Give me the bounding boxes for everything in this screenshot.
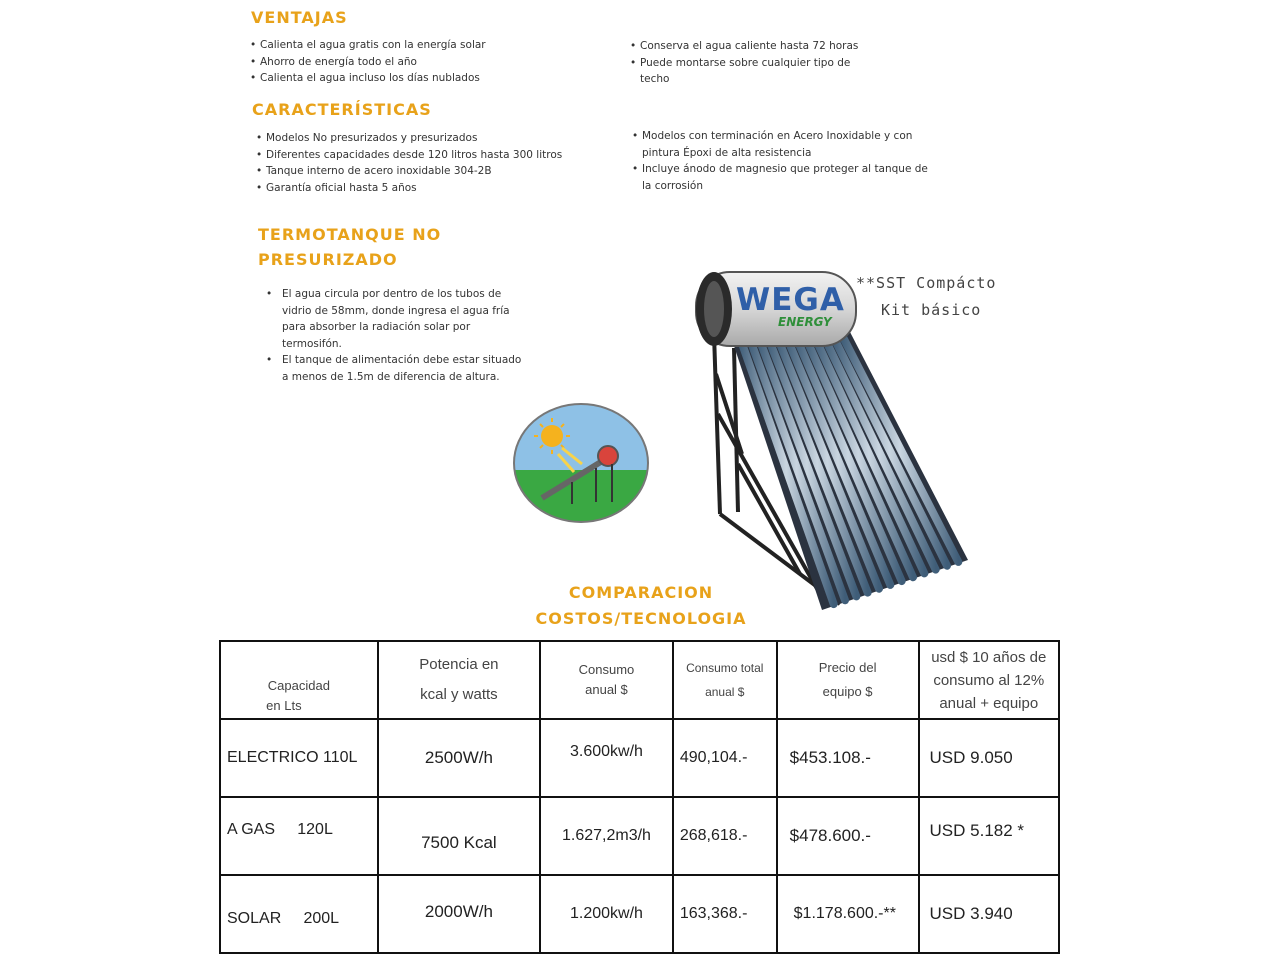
caracteristicas-list-right (632, 128, 932, 194)
ventajas-list-right (630, 38, 870, 88)
column-header-potencia (378, 641, 540, 719)
termotanque-heading-line1: TERMOTANQUE NO (258, 225, 442, 244)
table-cell: USD 5.182 * (919, 797, 1059, 875)
list-item: • Calienta el agua incluso los días nublados (250, 70, 590, 87)
list-item: • Puede montarse sobre cualquier tipo de techo (630, 55, 870, 88)
brand-logo: WEGA (736, 282, 845, 318)
table-cell: 1.627,2m3/h (540, 797, 673, 875)
ventajas-list-left (250, 37, 590, 87)
table-cell: 1.200kw/h (540, 875, 673, 953)
table-cell: ELECTRICO 110L (220, 719, 378, 797)
column-header-consumo-anual (540, 641, 673, 719)
comparison-table (219, 640, 1060, 954)
table-header-row (220, 641, 1059, 719)
header-line: Potencia en (419, 656, 499, 673)
ventajas-heading: VENTAJAS (251, 8, 348, 27)
header-line: Consumo total (686, 661, 764, 675)
table-cell: USD 9.050 (919, 719, 1059, 797)
list-item: • El agua circula por dentro de los tubos de vidrio de 58mm, donde ingresa el agua fría para absorber la radiación solar por termosifón. (266, 286, 530, 352)
list-item: • Modelos con terminación en Acero Inoxidable y con pintura Époxi de alta resistencia (632, 128, 932, 161)
header-line: anual $ (585, 682, 628, 697)
table-row (220, 797, 1059, 875)
header-line: consumo al 12% (933, 671, 1045, 689)
termotanque-heading-line2: PRESURIZADO (258, 250, 398, 269)
table-cell: A GAS 120L (220, 797, 378, 875)
list-item: • El tanque de alimentación debe estar situado a menos de 1.5m de diferencia de altura. (266, 352, 530, 385)
header-line: en Lts (266, 698, 302, 713)
column-header-precio (777, 641, 919, 719)
termotanque-list (266, 286, 530, 385)
table-cell: USD 3.940 (919, 875, 1059, 953)
caracteristicas-heading: CARACTERÍSTICAS (252, 100, 432, 119)
header-line: Precio del (818, 660, 877, 675)
header-line: equipo $ (822, 684, 873, 699)
header-line: usd $ 10 años de (931, 648, 1047, 666)
table-cell: 2000W/h (378, 875, 540, 953)
termotanque-heading (258, 222, 441, 272)
table-cell: 2500W/h (378, 719, 540, 797)
product-caption-2: Kit básico (881, 301, 982, 319)
header-line: anual $ (705, 685, 745, 699)
product-caption-1: **SST Compácto (856, 274, 997, 292)
table-cell: 7500 Kcal (378, 797, 540, 875)
list-item: • Garantía oficial hasta 5 años (256, 180, 616, 197)
table-cell: $1.178.600.-** (777, 875, 919, 953)
list-item: • Tanque interno de acero inoxidable 304-2B (256, 163, 616, 180)
vacuum-tubes (730, 332, 968, 610)
list-item: • Ahorro de energía todo el año (250, 54, 590, 71)
caracteristicas-list-left (256, 130, 616, 196)
column-header-usd-10-anos (919, 641, 1059, 719)
list-item: • Diferentes capacidades desde 120 litros hasta 300 litros (256, 147, 616, 164)
list-item: • Calienta el agua gratis con la energía solar (250, 37, 590, 54)
header-line: kcal y watts (420, 686, 498, 703)
list-item: • Conserva el agua caliente hasta 72 horas (630, 38, 870, 55)
brand-sub: ENERGY (778, 315, 832, 329)
table-cell: 268,618.- (673, 797, 777, 875)
column-header-consumo-total (673, 641, 777, 719)
list-item: • Incluye ánodo de magnesio que proteger al tanque de la corrosión (632, 161, 932, 194)
table-cell: 490,104.- (673, 719, 777, 797)
table-cell: 163,368.- (673, 875, 777, 953)
comparacion-heading (528, 580, 754, 632)
header-line: Consumo (578, 662, 635, 677)
comparacion-heading-line2: COSTOS/TECNOLOGIA (535, 609, 747, 628)
column-header-capacidad (220, 641, 378, 719)
header-line: Capacidad (267, 678, 330, 693)
table-cell: $453.108.- (777, 719, 919, 797)
table-cell: $478.600.- (777, 797, 919, 875)
header-line: anual + equipo (939, 694, 1039, 712)
table-cell: SOLAR 200L (220, 875, 378, 953)
table-row (220, 719, 1059, 797)
solar-diagram-icon (512, 402, 650, 524)
table-cell: 3.600kw/h (540, 719, 673, 797)
comparacion-heading-line1: COMPARACION (568, 583, 714, 602)
list-item: • Modelos No presurizados y presurizados (256, 130, 616, 147)
table-row (220, 875, 1059, 953)
